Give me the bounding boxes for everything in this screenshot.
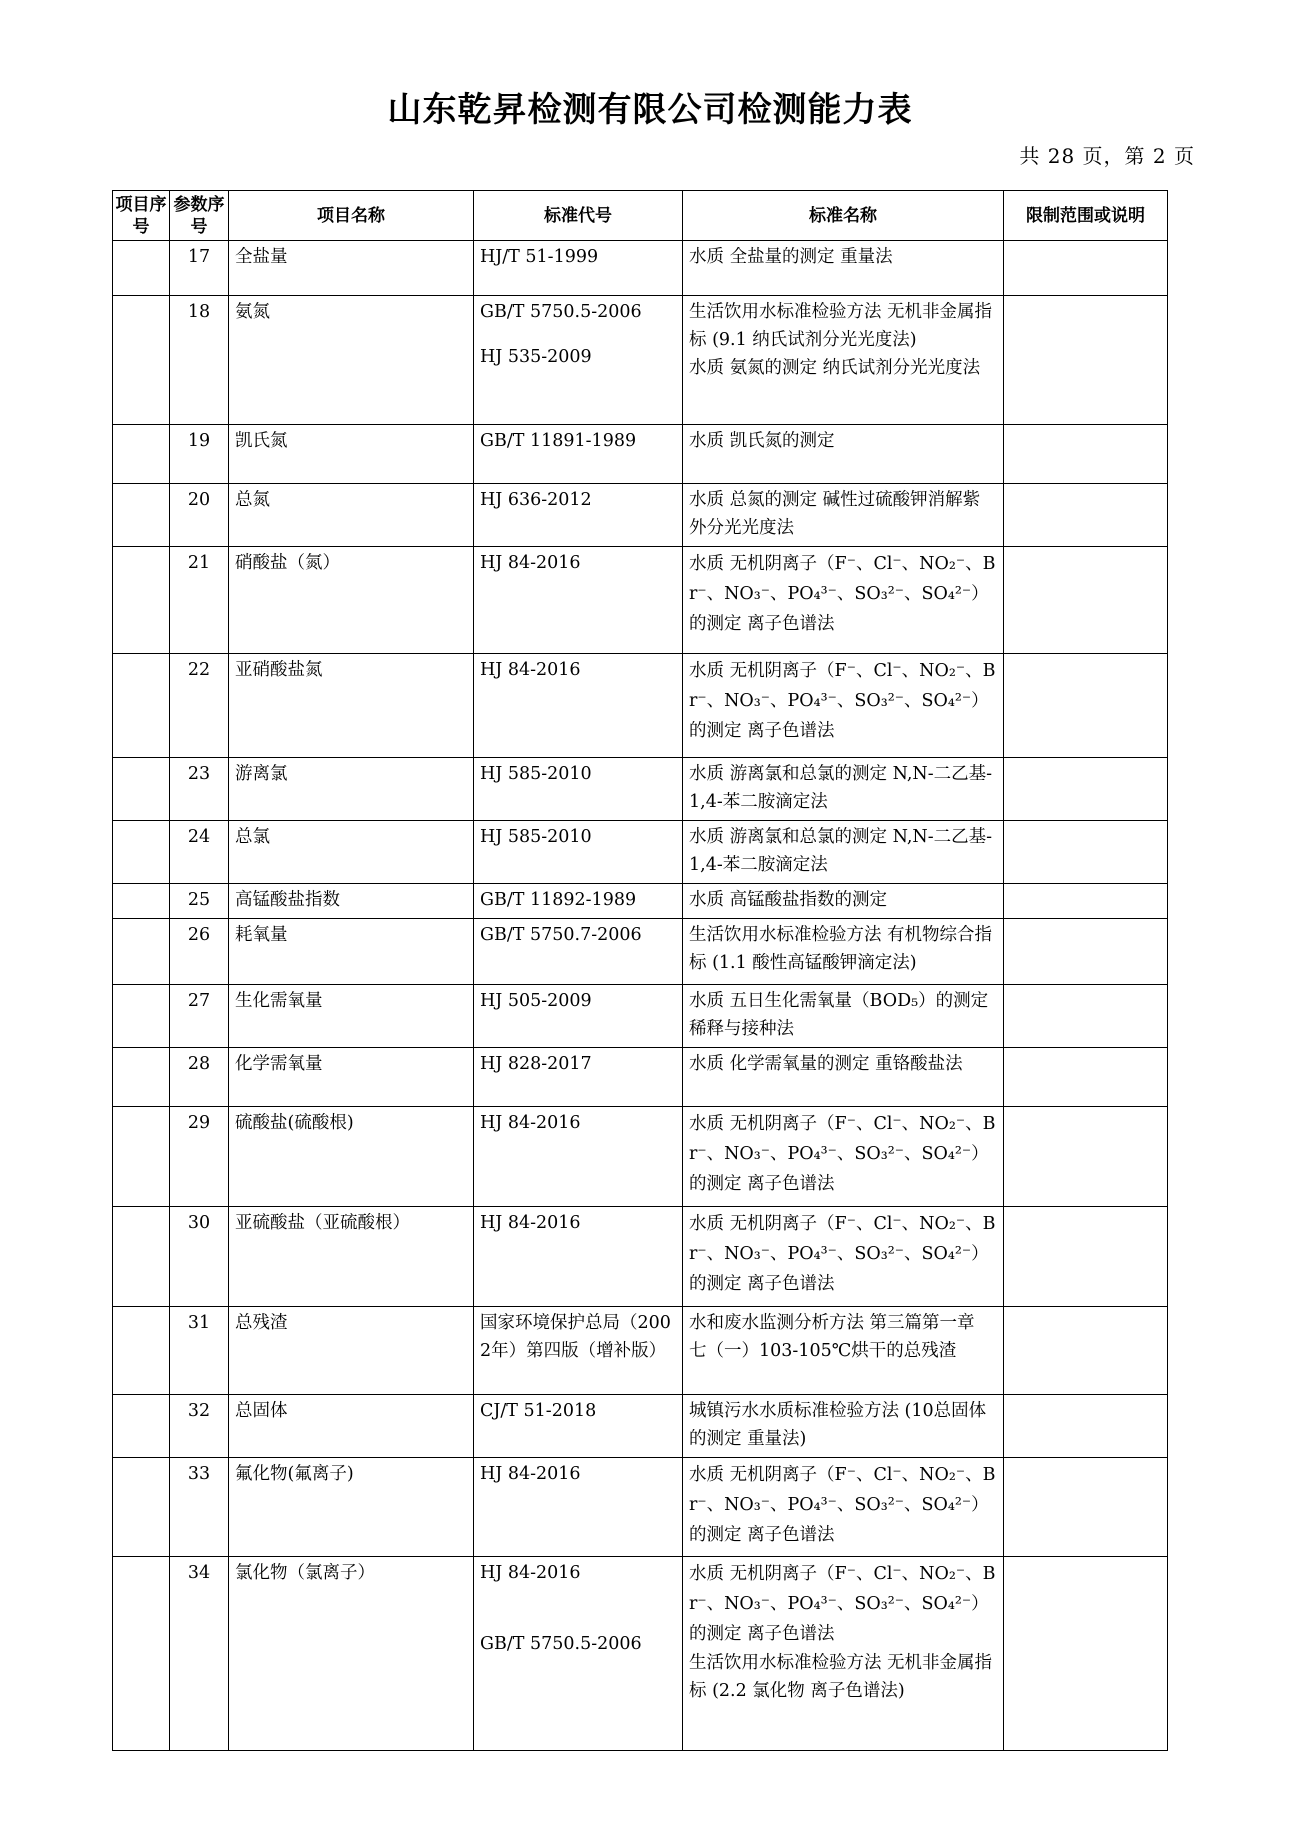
param-no-cell: 28 (170, 1048, 229, 1107)
item-no-cell (113, 296, 170, 425)
standard-name-cell (683, 547, 1004, 654)
limits-cell (1004, 1048, 1168, 1107)
standard-name-cell (683, 758, 1004, 821)
standard-name: 水质 凯氏氮的测定 (689, 431, 835, 451)
item-no-cell (113, 1307, 170, 1395)
standard-code-cell (474, 1307, 683, 1395)
standard-code: HJ 535-2009 (480, 347, 592, 367)
table-row (113, 1048, 1168, 1107)
standard-code-cell (474, 919, 683, 985)
standard-code-cell (474, 425, 683, 484)
item-no-cell (113, 241, 170, 296)
standard-code: CJ/T 51-2018 (480, 1401, 597, 1421)
standard-code: HJ 636-2012 (480, 490, 592, 510)
param-no-cell: 17 (170, 241, 229, 296)
standard-name: 水质 氨氮的测定 纳氏试剂分光光度法 (689, 358, 981, 378)
table-row (113, 241, 1168, 296)
item-name-cell: 硫酸盐(硫酸根) (229, 1107, 474, 1207)
limits-cell (1004, 1458, 1168, 1557)
limits-cell (1004, 425, 1168, 484)
standard-name: 水质 总氮的测定 碱性过硫酸钾消解紫外分光光度法 (689, 490, 981, 538)
table-row (113, 484, 1168, 547)
standard-code: HJ 505-2009 (480, 991, 592, 1011)
param-no-cell: 32 (170, 1395, 229, 1458)
standard-code-cell (474, 654, 683, 758)
standard-name-cell (683, 821, 1004, 884)
limits-cell (1004, 654, 1168, 758)
document-title: 山东乾昇检测有限公司检测能力表 (387, 90, 913, 130)
table-row (113, 1107, 1168, 1207)
standard-name-cell (683, 654, 1004, 758)
param-no-cell: 21 (170, 547, 229, 654)
standard-name-cell (683, 296, 1004, 425)
standard-name: 城镇污水水质标准检验方法 (10总固体的测定 重量法) (689, 1401, 987, 1449)
limits-cell (1004, 985, 1168, 1048)
standard-name-cell (683, 425, 1004, 484)
item-no-cell (113, 919, 170, 985)
limits-cell (1004, 919, 1168, 985)
param-no-cell: 31 (170, 1307, 229, 1395)
header-standard-code: 标准代号 (474, 191, 683, 241)
limits-cell (1004, 241, 1168, 296)
item-name-cell: 氯化物（氯离子） (229, 1557, 474, 1751)
limits-cell (1004, 1395, 1168, 1458)
standard-code-cell (474, 821, 683, 884)
table-row (113, 1458, 1168, 1557)
param-no-cell: 24 (170, 821, 229, 884)
item-name-cell: 硝酸盐（氮） (229, 547, 474, 654)
standard-name-cell (683, 884, 1004, 919)
standard-name: 水质 无机阴离子（F⁻、Cl⁻、NO₂⁻、Br⁻、NO₃⁻、PO₄³⁻、SO₃²⁻、SO₄²⁻）的测定 离子色谱法 (689, 1465, 996, 1545)
item-name-cell: 高锰酸盐指数 (229, 884, 474, 919)
standard-code: GB/T 5750.5-2006 (480, 302, 642, 322)
standard-name: 生活饮用水标准检验方法 有机物综合指标 (1.1 酸性高锰酸钾滴定法) (689, 925, 993, 973)
standard-code: HJ 828-2017 (480, 1054, 592, 1074)
item-no-cell (113, 654, 170, 758)
item-no-cell (113, 1395, 170, 1458)
standard-name-cell (683, 919, 1004, 985)
standard-code-cell (474, 296, 683, 425)
limits-cell (1004, 884, 1168, 919)
header-param-no: 参数序号 (170, 191, 229, 241)
item-name-cell: 耗氧量 (229, 919, 474, 985)
limits-cell (1004, 758, 1168, 821)
standard-name: 水质 无机阴离子（F⁻、Cl⁻、NO₂⁻、Br⁻、NO₃⁻、PO₄³⁻、SO₃²⁻、SO₄²⁻）的测定 离子色谱法 (689, 554, 996, 634)
param-no-cell: 18 (170, 296, 229, 425)
limits-cell (1004, 296, 1168, 425)
param-no-cell: 23 (170, 758, 229, 821)
item-no-cell (113, 1557, 170, 1751)
limits-cell (1004, 1557, 1168, 1751)
param-no-cell: 27 (170, 985, 229, 1048)
page-info: 共 28 页，第 2 页 (1019, 144, 1195, 168)
standard-name: 生活饮用水标准检验方法 无机非金属指标 (9.1 纳氏试剂分光光度法) (689, 302, 993, 350)
standard-code-cell (474, 884, 683, 919)
item-name-cell: 总氯 (229, 821, 474, 884)
standard-code-cell (474, 985, 683, 1048)
item-name-cell: 凯氏氮 (229, 425, 474, 484)
param-no-cell: 34 (170, 1557, 229, 1751)
table-row (113, 425, 1168, 484)
standard-code: HJ 84-2016 (480, 660, 581, 680)
item-name-cell: 总氮 (229, 484, 474, 547)
standard-name: 水质 全盐量的测定 重量法 (689, 247, 893, 267)
item-no-cell (113, 425, 170, 484)
table-row (113, 1307, 1168, 1395)
standard-name-cell (683, 1207, 1004, 1307)
standard-code: GB/T 5750.5-2006 (480, 1634, 642, 1654)
standard-code: GB/T 5750.7-2006 (480, 925, 642, 945)
item-name-cell: 全盐量 (229, 241, 474, 296)
item-name-cell: 化学需氧量 (229, 1048, 474, 1107)
item-name-cell: 氟化物(氟离子) (229, 1458, 474, 1557)
standard-name: 水和废水监测分析方法 第三篇第一章 七（一）103-105℃烘干的总残渣 (689, 1313, 975, 1361)
item-no-cell (113, 547, 170, 654)
standard-code: HJ 585-2010 (480, 827, 592, 847)
table-row (113, 296, 1168, 425)
item-name-cell: 生化需氧量 (229, 985, 474, 1048)
standard-name: 水质 无机阴离子（F⁻、Cl⁻、NO₂⁻、Br⁻、NO₃⁻、PO₄³⁻、SO₃²⁻、SO₄²⁻）的测定 离子色谱法 (689, 1214, 996, 1294)
standard-name-cell (683, 1307, 1004, 1395)
limits-cell (1004, 1307, 1168, 1395)
table-row (113, 985, 1168, 1048)
standard-code: HJ 84-2016 (480, 1464, 581, 1484)
standard-code-cell (474, 1107, 683, 1207)
param-no-cell: 30 (170, 1207, 229, 1307)
item-no-cell (113, 484, 170, 547)
standard-code-cell (474, 1048, 683, 1107)
item-no-cell (113, 758, 170, 821)
header-standard-name: 标准名称 (683, 191, 1004, 241)
item-no-cell (113, 1048, 170, 1107)
item-no-cell (113, 884, 170, 919)
table-row (113, 884, 1168, 919)
param-no-cell: 19 (170, 425, 229, 484)
item-name-cell: 总残渣 (229, 1307, 474, 1395)
standard-code: GB/T 11892-1989 (480, 890, 637, 910)
table-row (113, 758, 1168, 821)
param-no-cell: 20 (170, 484, 229, 547)
item-no-cell (113, 1458, 170, 1557)
standard-name-cell (683, 1107, 1004, 1207)
limits-cell (1004, 547, 1168, 654)
standard-name: 水质 游离氯和总氯的测定 N,N-二乙基-1,4-苯二胺滴定法 (689, 764, 993, 812)
header-item-name: 项目名称 (229, 191, 474, 241)
item-name-cell: 氨氮 (229, 296, 474, 425)
param-no-cell: 22 (170, 654, 229, 758)
standard-code-cell (474, 758, 683, 821)
table-row (113, 547, 1168, 654)
standard-code: HJ 84-2016 (480, 1563, 581, 1583)
standard-name-cell (683, 1458, 1004, 1557)
standard-name-cell (683, 1048, 1004, 1107)
standard-code-cell (474, 1207, 683, 1307)
standard-name-cell (683, 985, 1004, 1048)
standard-code: HJ 84-2016 (480, 1113, 581, 1133)
standard-name-cell (683, 1395, 1004, 1458)
standard-code: HJ 585-2010 (480, 764, 592, 784)
standard-name: 水质 高锰酸盐指数的测定 (689, 890, 888, 910)
param-no-cell: 33 (170, 1458, 229, 1557)
item-no-cell (113, 821, 170, 884)
header-item-no: 项目序号 (113, 191, 170, 241)
standard-code-cell (474, 1395, 683, 1458)
limits-cell (1004, 1207, 1168, 1307)
standard-name: 水质 五日生化需氧量（BOD₅）的测定 稀释与接种法 (689, 991, 989, 1039)
table-row (113, 654, 1168, 758)
standard-name-cell (683, 484, 1004, 547)
standard-name: 水质 无机阴离子（F⁻、Cl⁻、NO₂⁻、Br⁻、NO₃⁻、PO₄³⁻、SO₃²⁻、SO₄²⁻）的测定 离子色谱法 (689, 1114, 996, 1194)
standard-code-cell (474, 1557, 683, 1751)
param-no-cell: 26 (170, 919, 229, 985)
item-name-cell: 游离氯 (229, 758, 474, 821)
standard-code-cell (474, 547, 683, 654)
item-no-cell (113, 1207, 170, 1307)
table-row (113, 1395, 1168, 1458)
table-row (113, 821, 1168, 884)
item-name-cell: 亚硝酸盐氮 (229, 654, 474, 758)
standard-code: HJ 84-2016 (480, 553, 581, 573)
item-no-cell (113, 985, 170, 1048)
standard-code: HJ/T 51-1999 (480, 247, 599, 267)
standard-code: HJ 84-2016 (480, 1213, 581, 1233)
standard-name-cell (683, 1557, 1004, 1751)
capability-table (112, 190, 1168, 1751)
standard-code-cell (474, 484, 683, 547)
header-limits: 限制范围或说明 (1004, 191, 1168, 241)
limits-cell (1004, 484, 1168, 547)
standard-code: GB/T 11891-1989 (480, 431, 637, 451)
table-row (113, 1557, 1168, 1751)
table-row (113, 1207, 1168, 1307)
limits-cell (1004, 1107, 1168, 1207)
standard-name: 水质 无机阴离子（F⁻、Cl⁻、NO₂⁻、Br⁻、NO₃⁻、PO₄³⁻、SO₃²⁻、SO₄²⁻）的测定 离子色谱法 (689, 661, 996, 741)
standard-name: 水质 化学需氧量的测定 重铬酸盐法 (689, 1054, 963, 1074)
standard-code-cell (474, 1458, 683, 1557)
standard-code: 国家环境保护总局（2002年）第四版（增补版） (480, 1313, 671, 1361)
param-no-cell: 25 (170, 884, 229, 919)
limits-cell (1004, 821, 1168, 884)
item-name-cell: 亚硫酸盐（亚硫酸根） (229, 1207, 474, 1307)
standard-name: 水质 游离氯和总氯的测定 N,N-二乙基-1,4-苯二胺滴定法 (689, 827, 993, 875)
item-no-cell (113, 1107, 170, 1207)
standard-name: 水质 无机阴离子（F⁻、Cl⁻、NO₂⁻、Br⁻、NO₃⁻、PO₄³⁻、SO₃²⁻、SO₄²⁻）的测定 离子色谱法 (689, 1564, 996, 1644)
table-row (113, 919, 1168, 985)
standard-name: 生活饮用水标准检验方法 无机非金属指标 (2.2 氯化物 离子色谱法) (689, 1653, 993, 1701)
param-no-cell: 29 (170, 1107, 229, 1207)
standard-name-cell (683, 241, 1004, 296)
item-name-cell: 总固体 (229, 1395, 474, 1458)
standard-code-cell (474, 241, 683, 296)
table-header-row (113, 191, 1168, 241)
